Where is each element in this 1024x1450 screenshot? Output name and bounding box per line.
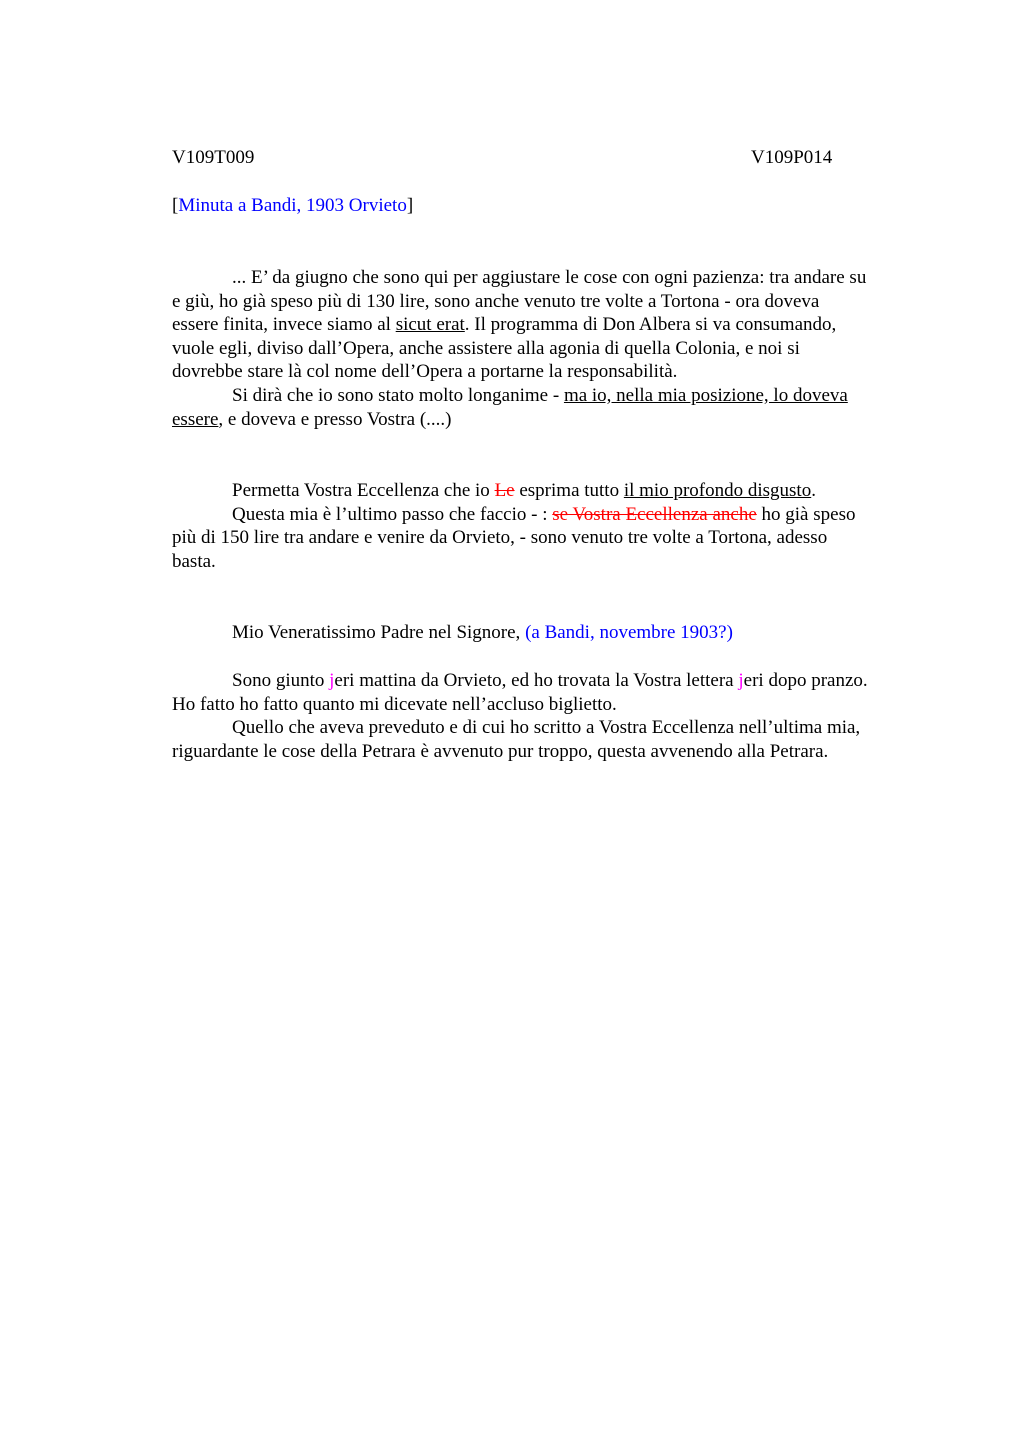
text-line — [172, 503, 855, 527]
text-line — [172, 621, 733, 645]
text-line: e giù, ho già speso più di 130 lire, sono anche venuto tre volte a Tortona - ora doveva — [172, 290, 820, 312]
salutation-paragraph — [172, 621, 733, 645]
text-run: . Il programma di Don Albera si va consumando, — [464, 314, 837, 336]
text-run: Si dirà che io sono stato molto longanime - — [232, 384, 564, 406]
editor-note — [172, 195, 413, 217]
salutation: Mio Veneratissimo Padre nel Signore, — [232, 622, 526, 643]
text-line — [172, 313, 866, 337]
underlined-text: sicut erat — [395, 314, 465, 336]
text-line — [172, 408, 866, 432]
text-line: ... E’ da giugno che sono qui per aggiustare le cose con ogni pazienza: tra andare su — [232, 267, 867, 288]
text-line: più di 150 lire tra andare e venire da Orvieto, - sono venuto tre volte a Tortona, adesso — [172, 527, 828, 549]
text-run: Permetta Vostra Eccellenza che io — [232, 480, 495, 501]
note-open-bracket: [ — [172, 195, 179, 216]
text-run: essere finita, invece siamo al — [172, 314, 396, 336]
underlined-text: essere — [172, 408, 219, 430]
text-line: basta. — [172, 550, 216, 572]
paragraph-disgust — [172, 479, 855, 573]
text-line: riguardante le cose della Petrara è avvenuto pur troppo, questa avvenendo alla Petrara. — [172, 740, 829, 762]
text-line: Ho fatto ho fatto quanto mi dicevate nell’accluso biglietto. — [172, 693, 617, 715]
note-close-bracket: ] — [406, 195, 414, 216]
editor-annotation: (a Bandi, novembre 1903?) — [525, 622, 733, 643]
text-run: Sono giunto — [232, 670, 330, 691]
text-run: ho già speso — [756, 503, 856, 525]
text-run: , e doveva e presso Vostra (....) — [218, 408, 452, 430]
text-run: eri mattina da Orvieto, ed ho trovata la Vostra lettera — [334, 670, 739, 691]
text-run: eri dopo pranzo. — [743, 670, 868, 691]
deleted-text: se Vostra Eccellenza anche — [552, 503, 757, 525]
deleted-text: Le — [494, 480, 515, 501]
text-run: Questa mia è l’ultimo passo che faccio - : — [232, 503, 553, 525]
text-line: Quello che aveva preveduto e di cui ho scritto a Vostra Eccellenza nell’ultima mia, — [232, 717, 861, 739]
document-code-right: V109P014 — [751, 147, 833, 168]
text-line — [172, 384, 866, 408]
text-run: esprima tutto — [514, 480, 624, 501]
text-line: dovrebbe stare là col nome dell’Opera a portarne la responsabilità. — [172, 361, 678, 383]
underlined-text: il mio profondo disgusto — [623, 480, 812, 501]
paragraph-orvieto — [172, 669, 868, 763]
document-code-left: V109T009 — [172, 147, 255, 168]
text-line: vuole egli, diviso dall’Opera, anche assistere alla agonia di quella Colonia, e noi si — [172, 337, 800, 359]
note-text: Minuta a Bandi, 1903 Orvieto — [178, 195, 407, 216]
paragraph-june — [172, 266, 866, 431]
highlighted-letter: j — [329, 670, 335, 691]
text-line — [172, 479, 855, 503]
text-line — [172, 669, 868, 693]
text-run: . — [811, 480, 816, 501]
highlighted-letter: j — [738, 670, 744, 691]
underlined-text: ma io, nella mia posizione, lo doveva — [563, 384, 848, 406]
